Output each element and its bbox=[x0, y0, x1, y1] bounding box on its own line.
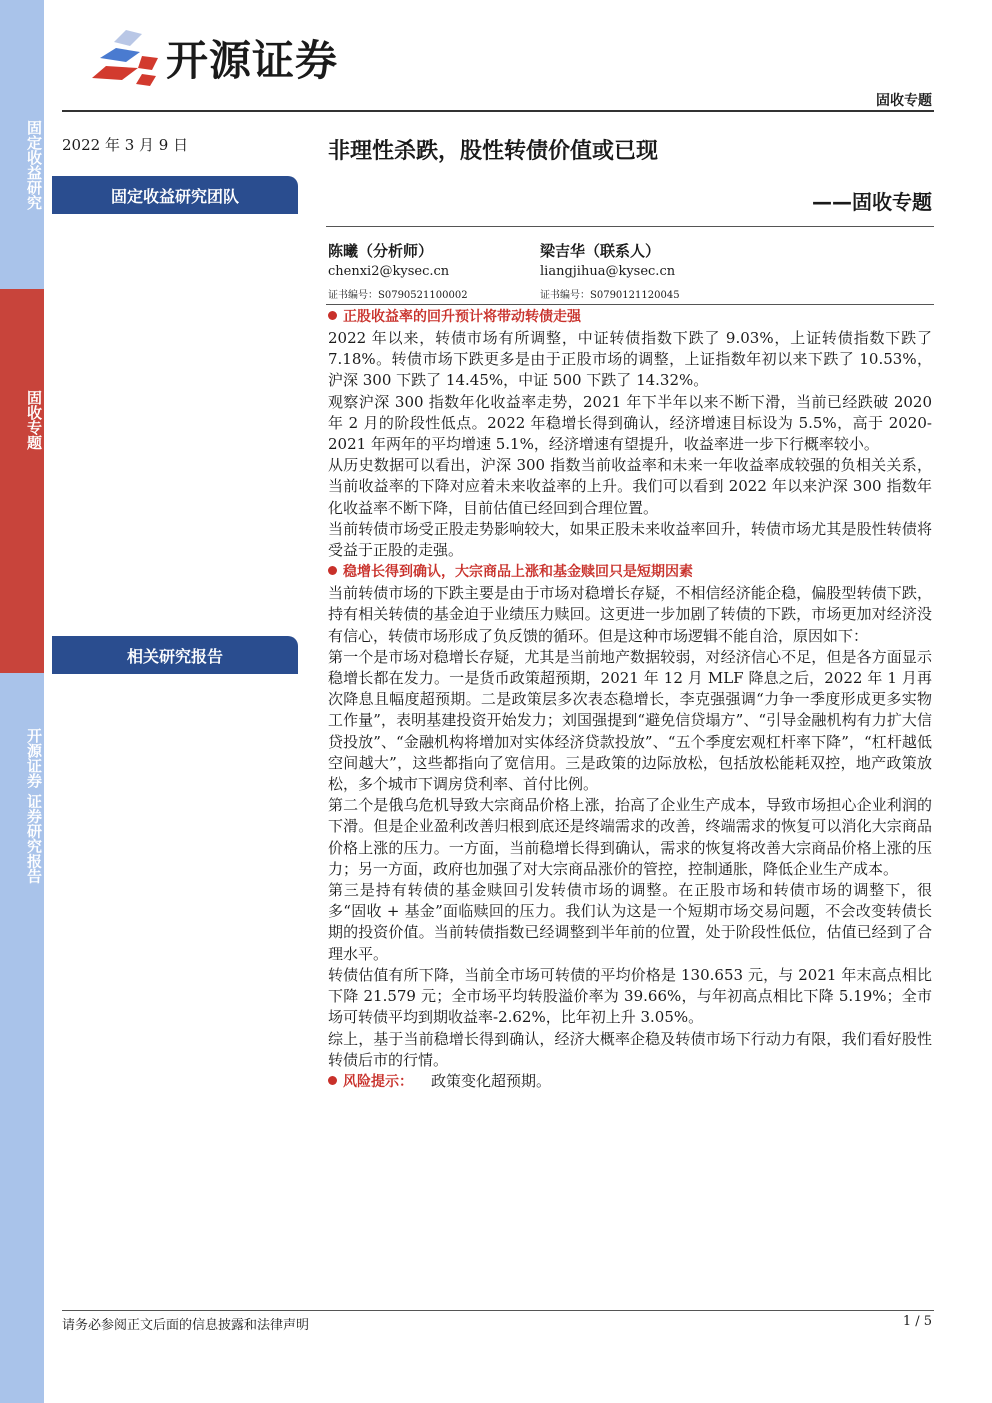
section-heading: 正股收益率的回升预计将带动转债走强 bbox=[328, 306, 932, 328]
sidebar-label-middle: 固收专题 bbox=[25, 390, 43, 450]
sidebar-highlight bbox=[0, 289, 44, 673]
paragraph: 2022 年以来，转债市场有所调整，中证转债指数下跌了 9.03%，上证转债指数下跌了 7.18%。转债市场下跌更多是由于正股市场的调整，上证指数年初以来下跌了 10.53%，沪深 300 下跌了 14.45%，中证 500 下跌了 14.32%。 bbox=[328, 329, 932, 390]
risk-text: 政策变化超预期。 bbox=[431, 1071, 552, 1090]
company-logo bbox=[86, 26, 396, 90]
author-email[interactable]: liangjihua@kysec.cn bbox=[540, 264, 676, 279]
author-name: 梁吉华（联系人） bbox=[540, 242, 661, 260]
footer-disclaimer: 请务必参阅正文后面的信息披露和法律声明 bbox=[62, 1318, 310, 1333]
bullet-dot-icon bbox=[328, 566, 337, 575]
author-cert: 证书编号：S0790121120045 bbox=[540, 290, 680, 301]
page-number: 1 / 5 bbox=[902, 1314, 932, 1329]
sidebar-label-bottom: 开源证券 证券研究报告 bbox=[25, 728, 43, 884]
bullet-dot-icon bbox=[328, 311, 337, 320]
bullet-dot-icon bbox=[328, 1076, 337, 1085]
report-body bbox=[328, 306, 932, 1093]
paragraph: 当前转债市场受正股走势影响较大，如果正股未来收益率回升，转债市场尤其是股性转债将受益于正股的走强。 bbox=[328, 519, 932, 560]
risk-note bbox=[328, 1071, 932, 1093]
paragraph: 第二个是俄乌危机导致大宗商品价格上涨，抬高了企业生产成本，导致市场担心企业利润的下滑。但是企业盈利改善归根到底还是终端需求的改善，终端需求的恢复可以消化大宗商品价格上涨的压力。一方面，当前稳增长得到确认，需求的恢复将改善大宗商品价格上涨的压力；另一方面，政府也加强了对大宗商品涨价的管控，控制通胀，降低企业生产成本。 bbox=[328, 796, 932, 878]
logo-mark-icon bbox=[86, 26, 160, 90]
paragraph: 转债估值有所下降，当前全市场可转债的平均价格是 130.653 元，与 2021 年末高点相比下降 21.579 元；全市场平均转股溢价率为 39.66%，与年初高点相比下降 5.19%；全市场可转债平均到期收益率-2.62%，比年初上升 3.05%。 bbox=[328, 965, 932, 1027]
paragraph: 第三是持有转债的基金赎回引发转债市场的调整。在正股市场和转债市场的调整下，很多“固收 + 基金”面临赎回的压力。我们认为这是一个短期市场交易问题，不会改变转债长期的投资价值。当前转债指数已经调整到半年前的位置，处于阶段性低位，估值已经到了合理水平。 bbox=[328, 881, 932, 963]
risk-label: 风险提示： bbox=[343, 1073, 413, 1090]
author-block bbox=[328, 240, 468, 301]
author-block bbox=[540, 240, 680, 301]
author-cert: 证书编号：S0790521100002 bbox=[328, 290, 468, 301]
page-title: 非理性杀跌，股性转债价值或已现 bbox=[328, 139, 659, 164]
author-email[interactable]: chenxi2@kysec.cn bbox=[328, 264, 450, 279]
report-date: 2022 年 3 月 9 日 bbox=[62, 136, 189, 154]
author-divider bbox=[326, 304, 934, 305]
paragraph: 从历史数据可以看出，沪深 300 指数当前收益率和未来一年收益率成较强的负相关关系，当前收益率的下降对应着未来收益率的上升。我们可以看到 2022 年以来沪深 300 指数年化收益率不断下降，目前估值已经回到合理位置。 bbox=[328, 456, 932, 517]
team-label: 固定收益研究团队 bbox=[52, 176, 298, 214]
header-tag: 固收专题 bbox=[876, 93, 932, 109]
paragraph: 观察沪深 300 指数年化收益率走势，2021 年下半年以来不断下滑，当前已经跌破 2020 年 2 月的阶段性低点。2022 年稳增长得到确认，经济增速目标设为 5.5%，高于 2020-2021 年两年的平均增速 5.1%，经济增速有望提升，收益率进一步下行概率较小。 bbox=[328, 392, 932, 454]
title-divider bbox=[326, 226, 934, 227]
author-name: 陈曦（分析师） bbox=[328, 242, 434, 260]
section-heading: 稳增长得到确认，大宗商品上涨和基金赎回只是短期因素 bbox=[328, 561, 932, 583]
paragraph: 综上，基于当前稳增长得到确认，经济大概率企稳及转债市场下行动力有限，我们看好股性转债后市的行情。 bbox=[328, 1029, 932, 1069]
paragraph: 第一个是市场对稳增长存疑，尤其是当前地产数据较弱，对经济信心不足，但是各方面显示稳增长都在发力。一是货币政策超预期，2021 年 12 月 MLF 降息之后，2022 年 1 月再次降息且幅度超预期。二是政策层多次表态稳增长，李克强强调“力争一季度形成更多实物工作量”，表明基建投资开始发力；刘国强提到“避免信贷塌方”、“引导金融机构有力扩大信贷投放”、“金融机构将增加对实体经济贷款投放”、“五个季度宏观杠杆率下降”，“杠杆越低空间越大”，这些都指向了宽信用。三是政策的边际放松，包括放松能耗双控，地产政策放松，多个城市下调房贷利率、首付比例。 bbox=[328, 647, 932, 794]
header-divider bbox=[62, 110, 934, 112]
sidebar-label-top: 固定收益研究 bbox=[25, 120, 43, 210]
footer-divider bbox=[62, 1310, 934, 1311]
page-subtitle: ——固收专题 bbox=[812, 190, 932, 214]
paragraph: 当前转债市场的下跌主要是由于市场对稳增长存疑，不相信经济能企稳，偏股型转债下跌，持有相关转债的基金迫于业绩压力赎回。这更进一步加剧了转债的下跌，市场更加对经济没有信心，转债市场形成了负反馈的循环。但是这种市场逻辑不能自洽，原因如下： bbox=[328, 584, 932, 645]
related-reports-label: 相关研究报告 bbox=[52, 636, 298, 674]
company-name: 开源证券 bbox=[166, 36, 339, 85]
